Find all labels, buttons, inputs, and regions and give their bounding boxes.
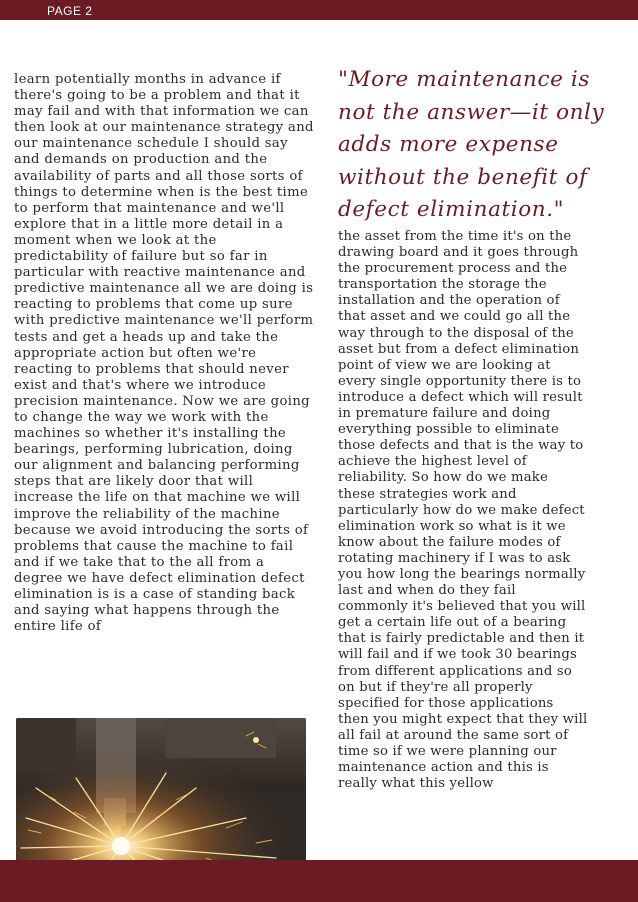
body-text-right-column: the asset from the time it's on the drawing board and it goes through the procurement process and the transportation the storage the installation and the operation of that asset and we could go all the way through to the disposal of the asset but from a defect elimination point of view we are looking at every single opportunity there is to introduce a defect which will result in premature failure and doing everything possible to eliminate those defects and that is the way to achieve the highest level of reliability. So how do we make these strategies work and particularly how do we make defect elimination work so what is it we know about the failure modes of rotating machinery if I was to ask you how long the bearings normally last and when do they fail commonly it's believed that you will get a certain life out of a bearing that is fairly predictable and then it will fail and if we took 30 bearings from different applications and so on but if they're all properly specified for those applications then you might expect that they will all fail at around the same sort of time so if we were planning our maintenance action and this is really what this yellow xyxy=(338,229,588,792)
footer-bar xyxy=(0,860,638,902)
pull-quote: "More maintenance is not the answer—it only adds more expense without the benefit of defect elimination." xyxy=(338,67,605,222)
page-number-label: PAGE 2 xyxy=(47,4,93,18)
body-text-left-column: learn potentially months in advance if there's going to be a problem and that it may fail and with that information we can then look at our maintenance strategy and our maintenance schedule I should say and demands on production and the availability of parts and all those sorts of things to determine when is the best time to perform that maintenance and we'll explore that in a little more detail in a moment when we look at the predictability of failure but so far in particular with reactive maintenance and predictive maintenance all we are doing is reacting to problems that come up sure with predictive maintenance we'll perform tests and get a heads up and take the appropriate action but often we're reacting to problems that should never exist and that's where we introduce precision maintenance. Now we are going to change the way we work with the machines so whether it's installing the bearings, performing lubrication, doing our alignment and balancing performing steps that are likely door that will increase the life on that machine we will improve the reliability of the machine because we avoid introducing the sorts of problems that cause the machine to fail and if we take that to the all from a degree we have defect elimination defect elimination is is a case of standing back and saying what happens through the entire life of xyxy=(14,72,314,635)
welding-sparks-photo xyxy=(16,718,306,882)
header-bar xyxy=(0,0,638,20)
